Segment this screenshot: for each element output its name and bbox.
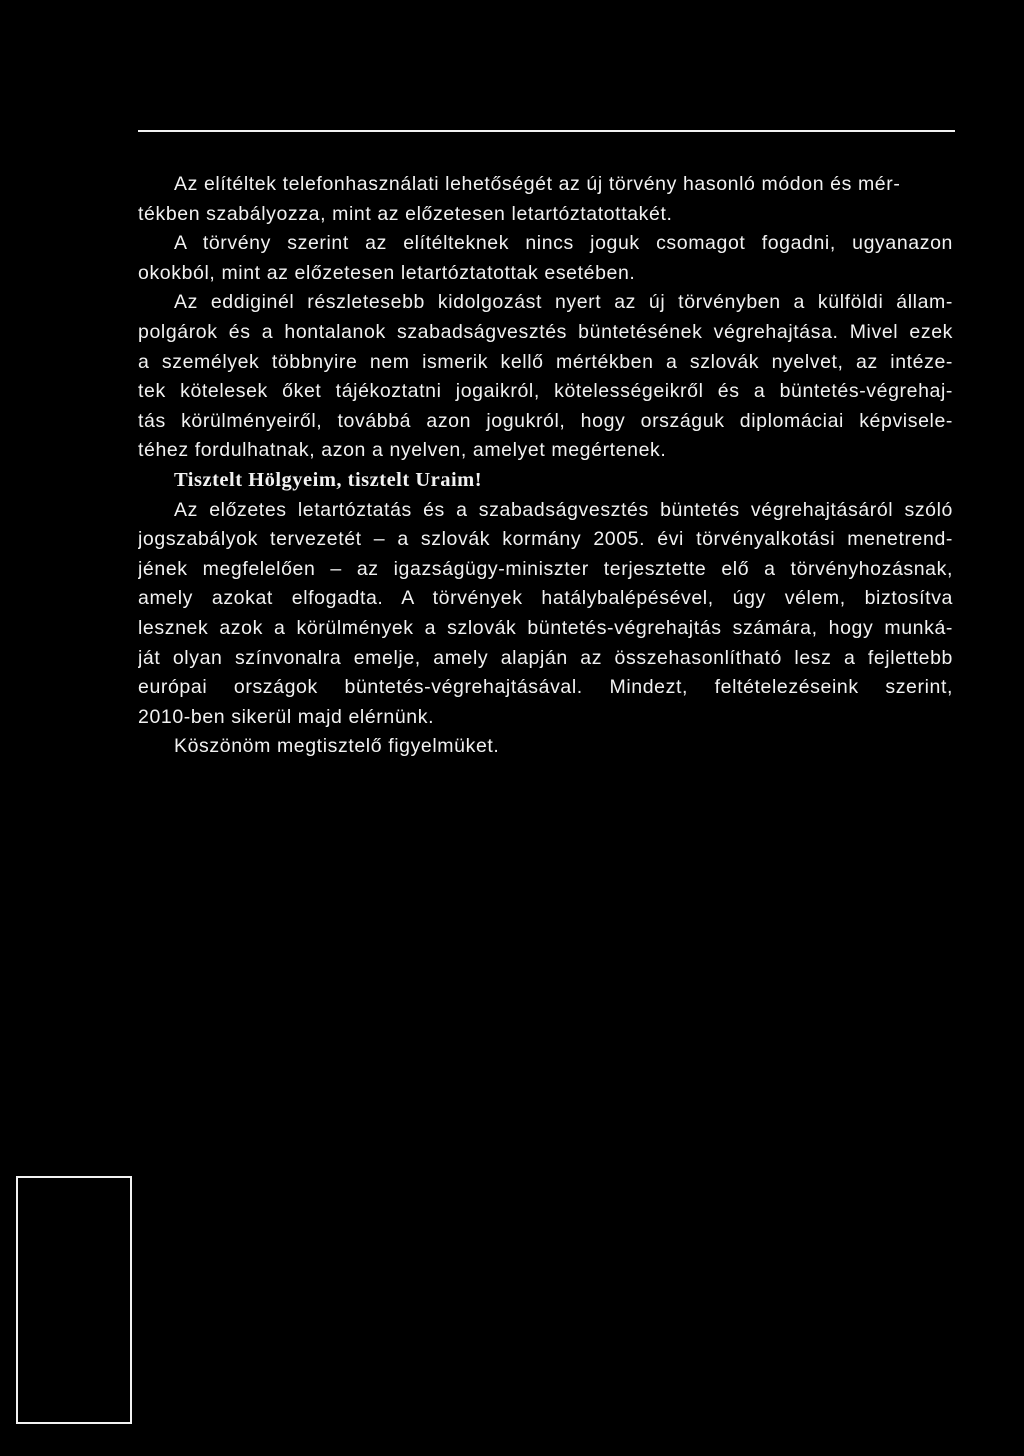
text-line: a személyek többnyire nem ismerik kellő mértékben a szlovák nyelvet, az intéze- [138,350,953,373]
text-line: jének megfelelően – az igazságügy-miniszter terjesztette elő a törvényhozásnak, [138,557,953,580]
empty-frame [16,1176,132,1424]
top-rule [138,130,955,132]
salutation-heading: Tisztelt Hölgyeim, tisztelt Uraim! [174,468,483,491]
text-line: 2010-ben sikerül majd elérnünk. [138,705,435,728]
text-line: ját olyan színvonalra emelje, amely alapján az összehasonlítható lesz a fejlettebb [138,646,953,669]
text-line: Az elítéltek telefonhasználati lehetőségét az új törvény hasonló módon és mér- [174,173,901,195]
text-line: amely azokat elfogadta. A törvények hatálybalépésével, úgy vélem, biztosítva [138,587,953,610]
document-body [138,170,953,762]
closing-line: Köszönöm megtisztelő figyelmüket. [174,735,500,758]
text-line: tek kötelesek őket tájékoztatni jogaikról, kötelességeikről és a büntetés-végrehaj- [138,380,953,403]
text-line: európai országok büntetés-végrehajtásával. Mindezt, feltételezéseink szerint, [138,676,953,699]
text-line: lesznek azok a körülmények a szlovák büntetés-végrehajtás számára, hogy munká- [138,616,953,639]
text-line: téhez fordulhatnak, azon a nyelven, amelyet megértenek. [138,439,667,462]
text-line: okokból, mint az előzetesen letartóztatottak esetében. [138,261,636,284]
text-line: Az eddiginél részletesebb kidolgozást nyert az új törvényben a külföldi állam- [174,291,953,314]
text-line: Az előzetes letartóztatás és a szabadságvesztés büntetés végrehajtásáról szóló [174,498,953,521]
text-line: A törvény szerint az elítélteknek nincs joguk csomagot fogadni, ugyanazon [174,232,953,255]
text-line: polgárok és a hontalanok szabadságvesztés büntetésének végrehajtása. Mivel ezek [138,320,953,343]
text-line: jogszabályok tervezetét – a szlovák kormány 2005. évi törvényalkotási menetrend- [138,528,953,551]
text-line: tás körülményeiről, továbbá azon jogukról, hogy országuk diplomáciai képvisele- [138,409,953,432]
text-line: tékben szabályozza, mint az előzetesen letartóztatottakét. [138,202,673,225]
